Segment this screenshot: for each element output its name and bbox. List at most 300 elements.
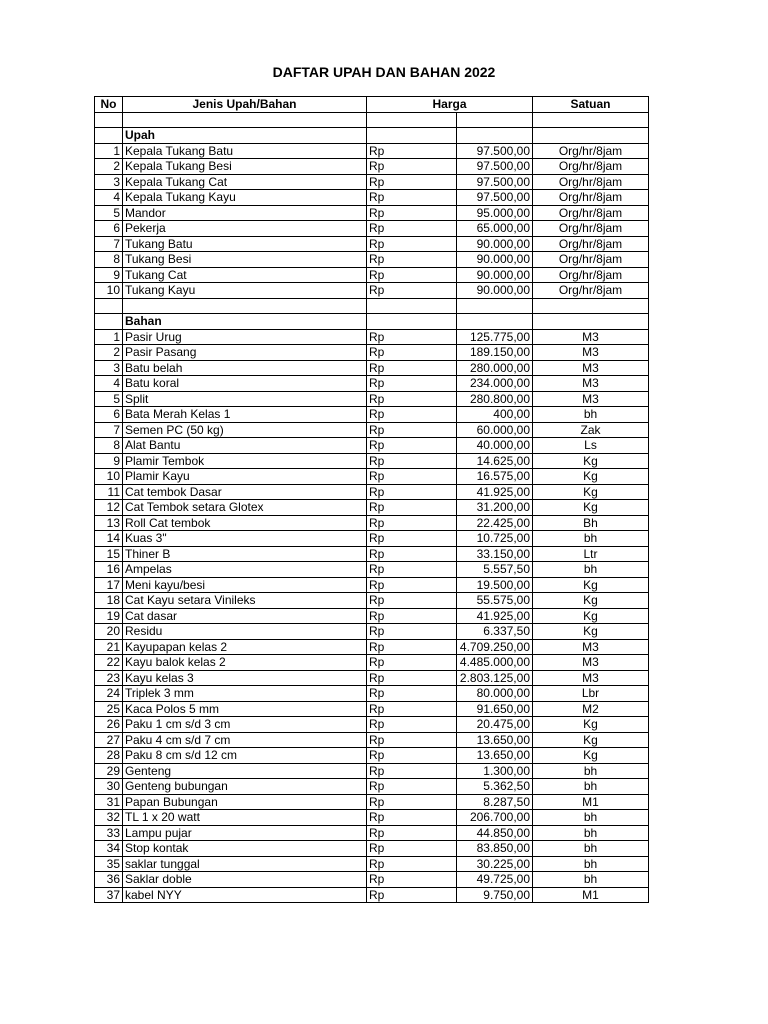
row-name: Bata Merah Kelas 1 <box>123 407 367 423</box>
row-unit: Kg <box>533 577 649 593</box>
row-unit: Org/hr/8jam <box>533 159 649 175</box>
row-price: 14.625,00 <box>457 453 533 469</box>
row-number: 34 <box>95 841 123 857</box>
row-name: Plamir Kayu <box>123 469 367 485</box>
section-val-cell <box>457 314 533 330</box>
table-row <box>95 732 649 748</box>
table-row <box>95 531 649 547</box>
row-unit: bh <box>533 407 649 423</box>
row-number: 10 <box>95 283 123 299</box>
row-price: 41.925,00 <box>457 608 533 624</box>
row-number: 4 <box>95 190 123 206</box>
row-price: 30.225,00 <box>457 856 533 872</box>
row-price: 33.150,00 <box>457 546 533 562</box>
row-price: 8.287,50 <box>457 794 533 810</box>
table-row <box>95 221 649 237</box>
row-currency: Rp <box>367 174 457 190</box>
row-currency: Rp <box>367 810 457 826</box>
row-number: 2 <box>95 345 123 361</box>
row-price: 55.575,00 <box>457 593 533 609</box>
row-number: 26 <box>95 717 123 733</box>
row-number: 35 <box>95 856 123 872</box>
row-currency: Rp <box>367 856 457 872</box>
row-number: 6 <box>95 407 123 423</box>
row-unit: Org/hr/8jam <box>533 205 649 221</box>
row-price: 65.000,00 <box>457 221 533 237</box>
row-currency: Rp <box>367 469 457 485</box>
row-price: 4.485.000,00 <box>457 655 533 671</box>
row-number: 7 <box>95 422 123 438</box>
row-unit: Kg <box>533 453 649 469</box>
table-row <box>95 422 649 438</box>
row-currency: Rp <box>367 701 457 717</box>
table-row <box>95 515 649 531</box>
row-name: Genteng bubungan <box>123 779 367 795</box>
table-row <box>95 701 649 717</box>
row-unit: M2 <box>533 701 649 717</box>
blank-cell <box>367 112 457 128</box>
row-currency: Rp <box>367 376 457 392</box>
row-unit: Kg <box>533 608 649 624</box>
row-currency: Rp <box>367 515 457 531</box>
table-row <box>95 190 649 206</box>
table-row <box>95 748 649 764</box>
row-currency: Rp <box>367 887 457 903</box>
row-name: Thiner B <box>123 546 367 562</box>
row-name: Papan Bubungan <box>123 794 367 810</box>
table-row <box>95 856 649 872</box>
row-name: kabel NYY <box>123 887 367 903</box>
row-currency: Rp <box>367 670 457 686</box>
row-name: saklar tunggal <box>123 856 367 872</box>
header-unit: Satuan <box>533 97 649 113</box>
row-unit: bh <box>533 562 649 578</box>
row-price: 10.725,00 <box>457 531 533 547</box>
row-price: 1.300,00 <box>457 763 533 779</box>
row-name: TL 1 x 20 watt <box>123 810 367 826</box>
table-row <box>95 639 649 655</box>
row-currency: Rp <box>367 577 457 593</box>
row-currency: Rp <box>367 624 457 640</box>
table-row <box>95 329 649 345</box>
section-header-row <box>95 128 649 144</box>
table-row <box>95 159 649 175</box>
row-unit: Kg <box>533 500 649 516</box>
row-currency: Rp <box>367 453 457 469</box>
row-number: 27 <box>95 732 123 748</box>
section-no-cell <box>95 128 123 144</box>
row-price: 91.650,00 <box>457 701 533 717</box>
row-number: 6 <box>95 221 123 237</box>
blank-cell <box>123 112 367 128</box>
row-currency: Rp <box>367 236 457 252</box>
row-name: Tukang Batu <box>123 236 367 252</box>
row-number: 1 <box>95 329 123 345</box>
table-row <box>95 624 649 640</box>
row-number: 30 <box>95 779 123 795</box>
row-currency: Rp <box>367 686 457 702</box>
row-unit: Kg <box>533 593 649 609</box>
row-unit: M3 <box>533 655 649 671</box>
row-name: Kuas 3" <box>123 531 367 547</box>
row-name: Roll Cat tembok <box>123 515 367 531</box>
row-price: 280.000,00 <box>457 360 533 376</box>
row-number: 1 <box>95 143 123 159</box>
row-number: 16 <box>95 562 123 578</box>
row-price: 125.775,00 <box>457 329 533 345</box>
section-header-row <box>95 314 649 330</box>
row-unit: Org/hr/8jam <box>533 267 649 283</box>
row-unit: Kg <box>533 748 649 764</box>
row-price: 16.575,00 <box>457 469 533 485</box>
row-number: 32 <box>95 810 123 826</box>
row-currency: Rp <box>367 732 457 748</box>
row-name: Cat tembok Dasar <box>123 484 367 500</box>
row-number: 9 <box>95 267 123 283</box>
row-name: Alat Bantu <box>123 438 367 454</box>
section-unit-cell <box>533 128 649 144</box>
row-name: Kaca Polos 5 mm <box>123 701 367 717</box>
row-price: 22.425,00 <box>457 515 533 531</box>
row-name: Kepala Tukang Kayu <box>123 190 367 206</box>
row-number: 36 <box>95 872 123 888</box>
row-number: 10 <box>95 469 123 485</box>
row-price: 60.000,00 <box>457 422 533 438</box>
row-name: Kayu kelas 3 <box>123 670 367 686</box>
row-number: 5 <box>95 205 123 221</box>
section-cur-cell <box>367 128 457 144</box>
row-currency: Rp <box>367 841 457 857</box>
row-unit: Bh <box>533 515 649 531</box>
section-no-cell <box>95 314 123 330</box>
row-price: 31.200,00 <box>457 500 533 516</box>
row-price: 49.725,00 <box>457 872 533 888</box>
row-name: Paku 1 cm s/d 3 cm <box>123 717 367 733</box>
row-currency: Rp <box>367 779 457 795</box>
row-currency: Rp <box>367 438 457 454</box>
row-number: 15 <box>95 546 123 562</box>
row-number: 12 <box>95 500 123 516</box>
blank-cell <box>95 298 123 314</box>
table-row <box>95 376 649 392</box>
row-number: 29 <box>95 763 123 779</box>
table-row <box>95 887 649 903</box>
row-number: 17 <box>95 577 123 593</box>
row-unit: M3 <box>533 639 649 655</box>
row-name: Paku 8 cm s/d 12 cm <box>123 748 367 764</box>
table-row <box>95 469 649 485</box>
row-number: 18 <box>95 593 123 609</box>
row-price: 44.850,00 <box>457 825 533 841</box>
blank-cell <box>533 298 649 314</box>
row-unit: Kg <box>533 484 649 500</box>
row-currency: Rp <box>367 531 457 547</box>
row-currency: Rp <box>367 252 457 268</box>
row-number: 24 <box>95 686 123 702</box>
row-number: 33 <box>95 825 123 841</box>
row-price: 5.362,50 <box>457 779 533 795</box>
row-currency: Rp <box>367 329 457 345</box>
row-unit: Kg <box>533 717 649 733</box>
row-currency: Rp <box>367 283 457 299</box>
row-price: 5.557,50 <box>457 562 533 578</box>
row-unit: M1 <box>533 794 649 810</box>
table-row <box>95 267 649 283</box>
row-unit: M3 <box>533 329 649 345</box>
row-name: Meni kayu/besi <box>123 577 367 593</box>
row-name: Batu koral <box>123 376 367 392</box>
row-number: 21 <box>95 639 123 655</box>
table-row <box>95 562 649 578</box>
row-number: 8 <box>95 438 123 454</box>
row-unit: bh <box>533 779 649 795</box>
blank-cell <box>457 298 533 314</box>
section-label: Upah <box>123 128 367 144</box>
section-cur-cell <box>367 314 457 330</box>
row-currency: Rp <box>367 391 457 407</box>
row-currency: Rp <box>367 872 457 888</box>
row-currency: Rp <box>367 159 457 175</box>
row-name: Pekerja <box>123 221 367 237</box>
row-price: 6.337,50 <box>457 624 533 640</box>
table-row <box>95 391 649 407</box>
blank-cell <box>123 298 367 314</box>
row-number: 5 <box>95 391 123 407</box>
row-name: Cat Tembok setara Glotex <box>123 500 367 516</box>
row-number: 22 <box>95 655 123 671</box>
table-row <box>95 174 649 190</box>
row-unit: Org/hr/8jam <box>533 174 649 190</box>
row-name: Cat dasar <box>123 608 367 624</box>
table-row <box>95 872 649 888</box>
row-number: 3 <box>95 360 123 376</box>
header-price: Harga <box>367 97 533 113</box>
row-number: 3 <box>95 174 123 190</box>
row-name: Cat Kayu setara Vinileks <box>123 593 367 609</box>
table-row <box>95 593 649 609</box>
row-currency: Rp <box>367 221 457 237</box>
row-price: 2.803.125,00 <box>457 670 533 686</box>
row-name: Plamir Tembok <box>123 453 367 469</box>
table-row <box>95 143 649 159</box>
row-number: 31 <box>95 794 123 810</box>
row-unit: Zak <box>533 422 649 438</box>
table-row <box>95 763 649 779</box>
section-val-cell <box>457 128 533 144</box>
table-row <box>95 779 649 795</box>
row-currency: Rp <box>367 422 457 438</box>
row-unit: bh <box>533 841 649 857</box>
row-unit: Lbr <box>533 686 649 702</box>
row-unit: Ls <box>533 438 649 454</box>
table-row <box>95 484 649 500</box>
blank-cell <box>95 112 123 128</box>
row-currency: Rp <box>367 655 457 671</box>
row-number: 2 <box>95 159 123 175</box>
row-name: Triplek 3 mm <box>123 686 367 702</box>
row-price: 206.700,00 <box>457 810 533 826</box>
table-row <box>95 252 649 268</box>
row-currency: Rp <box>367 267 457 283</box>
row-unit: M1 <box>533 887 649 903</box>
row-name: Tukang Besi <box>123 252 367 268</box>
row-price: 19.500,00 <box>457 577 533 593</box>
row-number: 28 <box>95 748 123 764</box>
row-unit: Org/hr/8jam <box>533 190 649 206</box>
row-unit: Kg <box>533 732 649 748</box>
table-row <box>95 407 649 423</box>
row-name: Semen PC (50 kg) <box>123 422 367 438</box>
row-currency: Rp <box>367 205 457 221</box>
row-unit: M3 <box>533 376 649 392</box>
row-price: 97.500,00 <box>457 159 533 175</box>
row-price: 90.000,00 <box>457 252 533 268</box>
row-price: 97.500,00 <box>457 143 533 159</box>
row-number: 37 <box>95 887 123 903</box>
row-price: 20.475,00 <box>457 717 533 733</box>
table-row <box>95 236 649 252</box>
row-currency: Rp <box>367 794 457 810</box>
row-unit: M3 <box>533 670 649 686</box>
row-price: 40.000,00 <box>457 438 533 454</box>
row-number: 23 <box>95 670 123 686</box>
table-row <box>95 670 649 686</box>
row-unit: bh <box>533 810 649 826</box>
row-currency: Rp <box>367 143 457 159</box>
row-price: 83.850,00 <box>457 841 533 857</box>
row-unit: Org/hr/8jam <box>533 252 649 268</box>
row-name: Kepala Tukang Batu <box>123 143 367 159</box>
row-number: 8 <box>95 252 123 268</box>
row-price: 13.650,00 <box>457 732 533 748</box>
row-currency: Rp <box>367 562 457 578</box>
row-number: 13 <box>95 515 123 531</box>
row-name: Genteng <box>123 763 367 779</box>
row-name: Kepala Tukang Besi <box>123 159 367 175</box>
row-price: 280.800,00 <box>457 391 533 407</box>
table-row <box>95 453 649 469</box>
row-name: Kepala Tukang Cat <box>123 174 367 190</box>
row-number: 14 <box>95 531 123 547</box>
table-row <box>95 655 649 671</box>
row-price: 13.650,00 <box>457 748 533 764</box>
row-unit: bh <box>533 872 649 888</box>
table-row <box>95 608 649 624</box>
row-unit: bh <box>533 825 649 841</box>
row-unit: Org/hr/8jam <box>533 283 649 299</box>
row-unit: M3 <box>533 391 649 407</box>
row-unit: bh <box>533 856 649 872</box>
table-row <box>95 794 649 810</box>
table-header-row <box>95 97 649 113</box>
blank-row <box>95 298 649 314</box>
row-unit: Ltr <box>533 546 649 562</box>
row-price: 97.500,00 <box>457 174 533 190</box>
row-price: 97.500,00 <box>457 190 533 206</box>
table-row <box>95 283 649 299</box>
table-row <box>95 841 649 857</box>
row-number: 7 <box>95 236 123 252</box>
table-body <box>95 112 649 903</box>
row-currency: Rp <box>367 593 457 609</box>
row-currency: Rp <box>367 825 457 841</box>
table-row <box>95 577 649 593</box>
table-row <box>95 810 649 826</box>
table-row <box>95 717 649 733</box>
row-currency: Rp <box>367 546 457 562</box>
row-name: Ampelas <box>123 562 367 578</box>
row-currency: Rp <box>367 500 457 516</box>
row-currency: Rp <box>367 763 457 779</box>
row-price: 90.000,00 <box>457 267 533 283</box>
section-label: Bahan <box>123 314 367 330</box>
row-name: Kayupapan kelas 2 <box>123 639 367 655</box>
row-currency: Rp <box>367 639 457 655</box>
price-table <box>94 96 649 903</box>
row-name: Tukang Kayu <box>123 283 367 299</box>
row-price: 9.750,00 <box>457 887 533 903</box>
blank-cell <box>457 112 533 128</box>
row-unit: M3 <box>533 360 649 376</box>
row-price: 90.000,00 <box>457 236 533 252</box>
row-name: Batu belah <box>123 360 367 376</box>
row-name: Mandor <box>123 205 367 221</box>
row-currency: Rp <box>367 717 457 733</box>
row-price: 400,00 <box>457 407 533 423</box>
table-row <box>95 825 649 841</box>
row-currency: Rp <box>367 190 457 206</box>
table-row <box>95 205 649 221</box>
table-row <box>95 500 649 516</box>
table-row <box>95 345 649 361</box>
row-name: Pasir Pasang <box>123 345 367 361</box>
header-name: Jenis Upah/Bahan <box>123 97 367 113</box>
table-row <box>95 546 649 562</box>
row-currency: Rp <box>367 407 457 423</box>
row-price: 90.000,00 <box>457 283 533 299</box>
row-number: 19 <box>95 608 123 624</box>
row-price: 189.150,00 <box>457 345 533 361</box>
row-name: Split <box>123 391 367 407</box>
row-unit: Org/hr/8jam <box>533 236 649 252</box>
row-unit: bh <box>533 531 649 547</box>
table-row <box>95 438 649 454</box>
row-number: 9 <box>95 453 123 469</box>
row-name: Paku 4 cm s/d 7 cm <box>123 732 367 748</box>
row-unit: M3 <box>533 345 649 361</box>
row-number: 11 <box>95 484 123 500</box>
blank-cell <box>367 298 457 314</box>
row-name: Saklar doble <box>123 872 367 888</box>
row-number: 4 <box>95 376 123 392</box>
row-currency: Rp <box>367 608 457 624</box>
row-name: Tukang Cat <box>123 267 367 283</box>
row-number: 20 <box>95 624 123 640</box>
row-price: 80.000,00 <box>457 686 533 702</box>
row-name: Lampu pujar <box>123 825 367 841</box>
row-price: 4.709.250,00 <box>457 639 533 655</box>
row-unit: Org/hr/8jam <box>533 221 649 237</box>
header-no: No <box>95 97 123 113</box>
blank-cell <box>533 112 649 128</box>
row-currency: Rp <box>367 484 457 500</box>
row-unit: Kg <box>533 624 649 640</box>
row-currency: Rp <box>367 748 457 764</box>
row-name: Kayu balok kelas 2 <box>123 655 367 671</box>
row-unit: Kg <box>533 469 649 485</box>
row-name: Stop kontak <box>123 841 367 857</box>
row-price: 41.925,00 <box>457 484 533 500</box>
